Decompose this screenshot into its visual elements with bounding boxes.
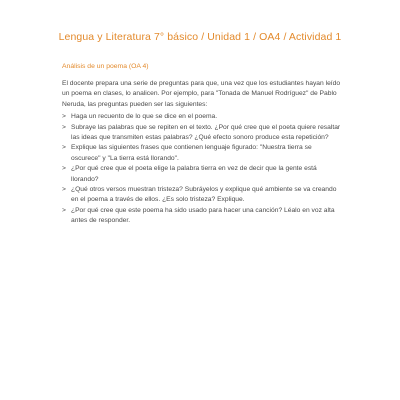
list-item — [62, 164, 342, 185]
list-item-text: Haga un recuento de lo que se dice en el poema. — [71, 113, 218, 121]
list-item — [62, 143, 342, 164]
list-item-text: Explique las siguientes frases que contienen lenguaje figurado: "Nuestra tierra se oscurece" y "La tierra está llorando". — [71, 144, 312, 162]
bullet-arrow-icon: > — [62, 123, 66, 131]
list-item — [62, 123, 342, 144]
activity-content — [62, 79, 342, 227]
list-item-text: ¿Qué otros versos muestran tristeza? Subráyelos y explique qué ambiente se va creando en el poema a través de ellos. ¿Es solo tristeza? Explique. — [71, 186, 337, 204]
bullet-arrow-icon: > — [62, 144, 66, 152]
intro-paragraph: El docente prepara una serie de preguntas para que, una vez que los estudiantes hayan leído un poema en clases, lo analicen. Por ejemplo, para "Tonada de Manuel Rodríguez" de Pablo Neruda, las preguntas pueden ser las siguientes: — [62, 80, 341, 108]
section-title: Análisis de un poema (OA 4) — [62, 63, 149, 70]
list-item-text: ¿Por qué cree que este poema ha sido usado para hacer una canción? Léalo en voz alta antes de responder. — [71, 206, 335, 225]
question-list — [62, 112, 342, 226]
bullet-arrow-icon: > — [62, 165, 66, 173]
list-item — [62, 112, 342, 122]
bullet-arrow-icon: > — [62, 186, 66, 194]
list-item-text: ¿Por qué cree que el poeta elige la palabra tierra en vez de decir que la gente está llorando? — [71, 165, 317, 183]
page-title: Lengua y Literatura 7° básico / Unidad 1 / OA4 / Actividad 1 — [58, 31, 342, 43]
bullet-arrow-icon: > — [62, 113, 66, 121]
list-item-text: Subraye las palabras que se repiten en el texto. ¿Por qué cree que el poeta quiere resaltar las ideas que transmiten estas palabras? ¿Qué efecto sonoro produce esta repetición? — [71, 123, 341, 142]
list-item — [62, 206, 342, 227]
bullet-arrow-icon: > — [62, 206, 66, 214]
list-item — [62, 185, 342, 206]
